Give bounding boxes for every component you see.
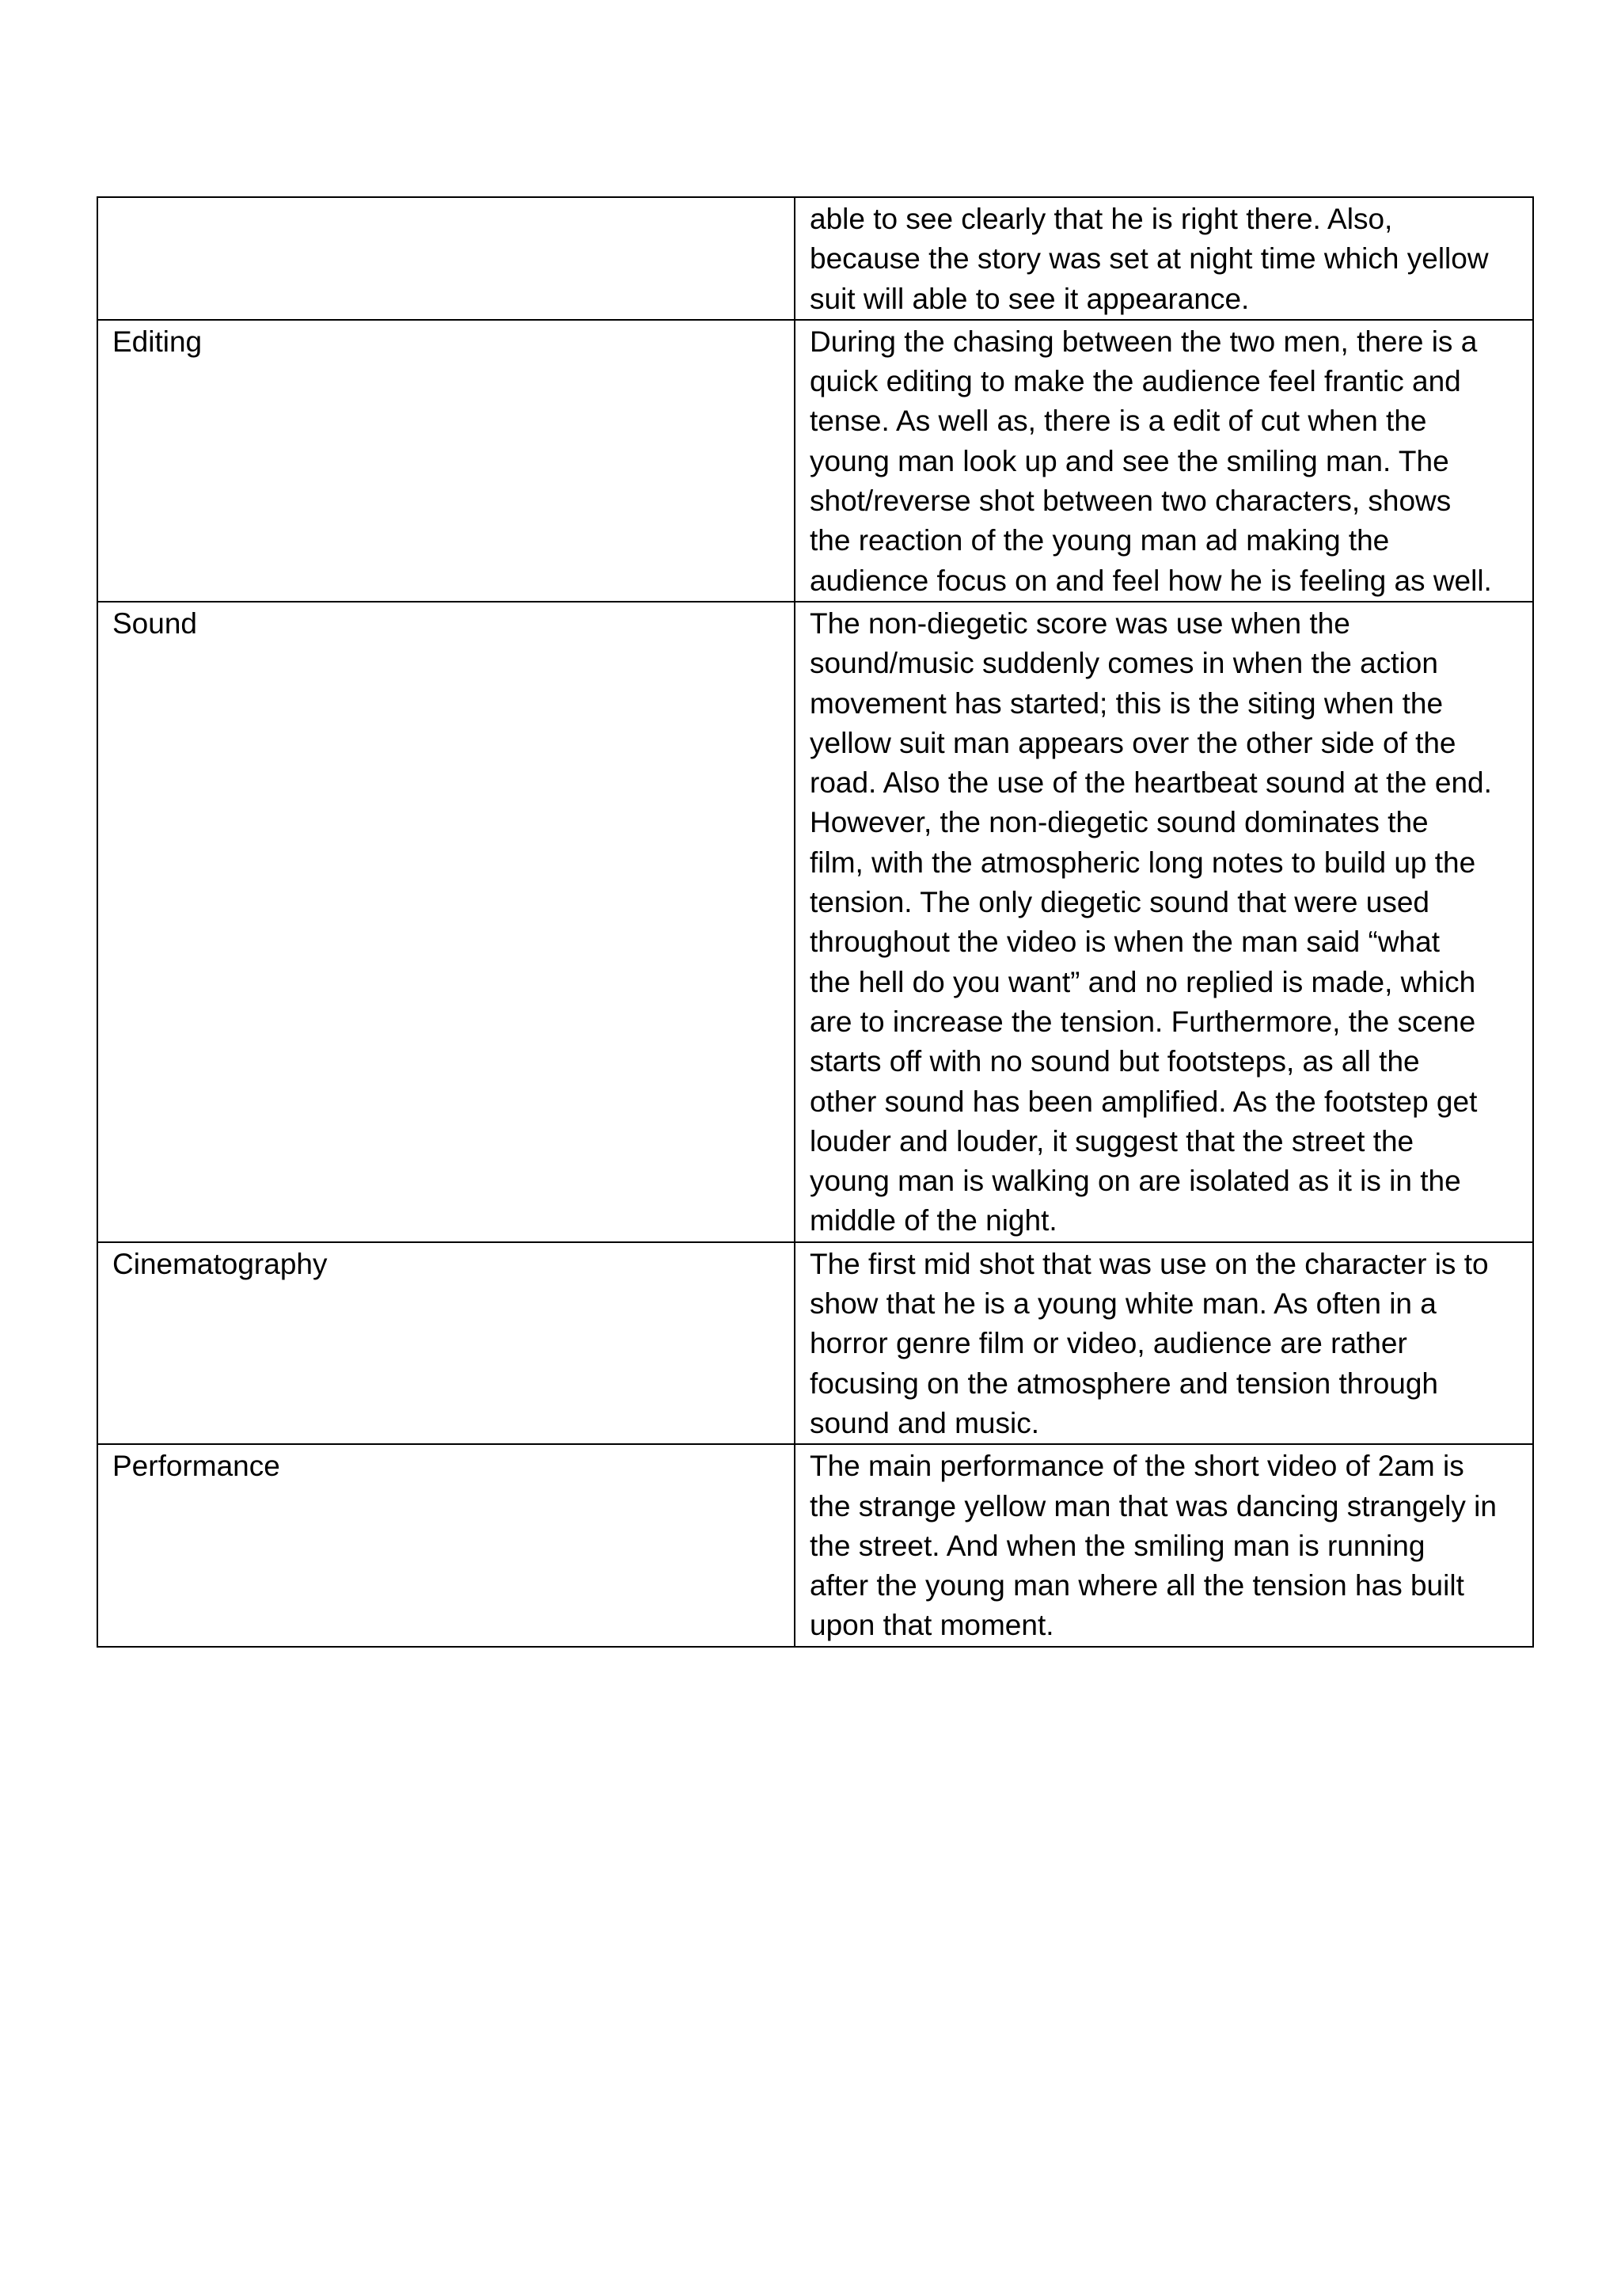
description-line: the hell do you want” and no replied is made, which [810, 965, 1476, 998]
row-description [795, 1242, 1533, 1444]
description-line: are to increase the tension. Furthermore, the scene [810, 1005, 1476, 1038]
row-description [795, 602, 1533, 1242]
description-line: audience focus on and feel how he is feeling as well. [810, 564, 1492, 597]
analysis-table [97, 196, 1534, 1648]
description-line: other sound has been amplified. As the footstep get [810, 1085, 1478, 1118]
description-line: upon that moment. [810, 1609, 1054, 1642]
description-line: sound/music suddenly comes in when the action [810, 647, 1438, 680]
description-line: the street. And when the smiling man is running [810, 1529, 1425, 1562]
description-line: tense. As well as, there is a edit of cut when the [810, 405, 1427, 438]
description-line: because the story was set at night time which yellow [810, 242, 1489, 276]
description-line: sound and music. [810, 1406, 1040, 1439]
description-line: focusing on the atmosphere and tension through [810, 1367, 1439, 1400]
description-line: young man is walking on are isolated as it is in the [810, 1165, 1461, 1198]
description-line: horror genre film or video, audience are rather [810, 1327, 1407, 1360]
description-line: yellow suit man appears over the other side of the [810, 726, 1456, 759]
description-line: the strange yellow man that was dancing strangely in [810, 1489, 1497, 1522]
row-label: Sound [97, 602, 795, 1242]
row-description [795, 1444, 1533, 1646]
description-line: The non-diegetic score was use when the [810, 606, 1350, 640]
description-line: film, with the atmospheric long notes to build up the [810, 846, 1476, 879]
row-label: Cinematography [97, 1242, 795, 1444]
description-line: The first mid shot that was use on the character is to [810, 1247, 1489, 1280]
description-line: quick editing to make the audience feel frantic and [810, 365, 1461, 398]
row-description [795, 197, 1533, 320]
description-line: The main performance of the short video of 2am is [810, 1450, 1464, 1483]
row-label [97, 197, 795, 320]
description-line: throughout the video is when the man said “what [810, 926, 1440, 959]
table-row [97, 1242, 1533, 1444]
description-line: shot/reverse shot between two characters, shows [810, 485, 1452, 518]
description-line: show that he is a young white man. As often in a [810, 1287, 1437, 1321]
description-line: middle of the night. [810, 1204, 1057, 1237]
table-row [97, 1444, 1533, 1646]
description-line: suit will able to see it appearance. [810, 282, 1250, 315]
description-line: tension. The only diegetic sound that were used [810, 886, 1429, 919]
description-line: starts off with no sound but footsteps, as all the [810, 1045, 1420, 1078]
row-label: Editing [97, 320, 795, 602]
description-line: young man look up and see the smiling man. The [810, 444, 1449, 477]
table-row [97, 602, 1533, 1242]
description-line: able to see clearly that he is right there. Also, [810, 203, 1393, 235]
row-description [795, 320, 1533, 602]
description-line: movement has started; this is the siting when the [810, 686, 1444, 720]
description-line: road. Also the use of the heartbeat sound at the end. [810, 766, 1492, 800]
description-line: after the young man where all the tension has built [810, 1569, 1464, 1602]
description-line: During the chasing between the two men, there is a [810, 325, 1478, 358]
description-line: louder and louder, it suggest that the street the [810, 1124, 1414, 1158]
table-row [97, 320, 1533, 602]
description-line: the reaction of the young man ad making the [810, 524, 1390, 557]
table-row [97, 197, 1533, 320]
description-line: However, the non-diegetic sound dominates the [810, 806, 1429, 839]
row-label: Performance [97, 1444, 795, 1646]
